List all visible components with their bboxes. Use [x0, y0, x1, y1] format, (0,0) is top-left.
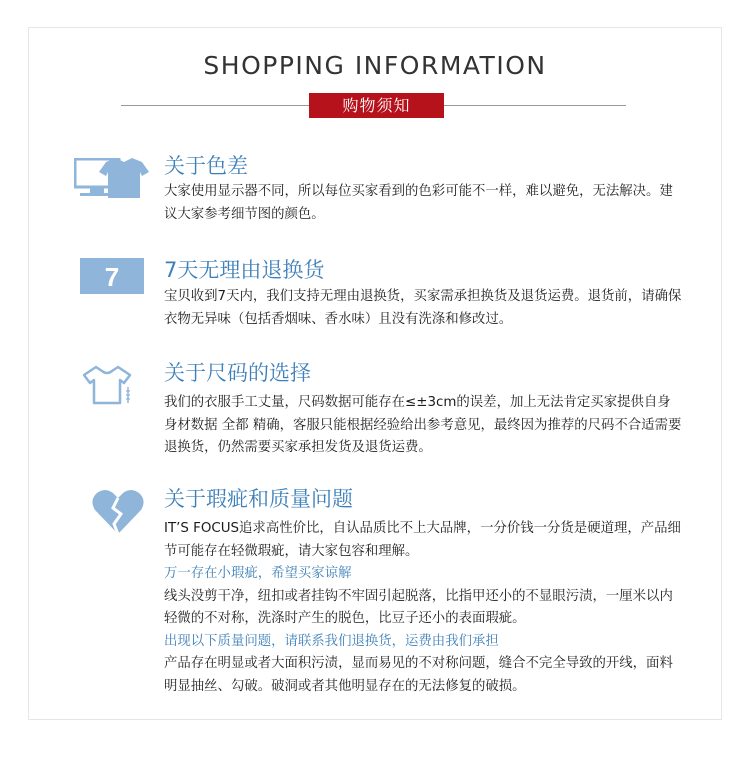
- section-paragraph: 产品存在明显或者大面积污渍，显而易见的不对称问题，缝合不完全导致的开线，面料明显抽丝、勾破。破洞或者其他明显存在的无法修复的破损。: [164, 656, 673, 694]
- section-body: [164, 518, 684, 698]
- section-subheading: 万一存在小瑕疵，希望买家谅解: [164, 566, 352, 581]
- section-title: 7天无理由退换货: [164, 258, 325, 282]
- section-paragraph: 线头没剪干净，纽扣或者挂钩不牢固引起脱落，比指甲还小的不显眼污渍，一厘米以内轻微的不对称，洗涤时产生的脱色，比豆子还小的表面瑕疵。: [164, 588, 673, 626]
- tshirt-size-icon: [82, 365, 132, 409]
- monitor-shirt-icon: [74, 158, 150, 206]
- section-body: [164, 181, 684, 226]
- section-title: 关于色差: [164, 154, 248, 178]
- title-divider-left: [121, 105, 309, 106]
- section-title: 关于尺码的选择: [164, 361, 311, 385]
- section-paragraph: IT’S FOCUS追求高性价比，自认品质比不上大品牌，一分价钱一分货是硬道理，产品细节可能存在轻微瑕疵，请大家包容和理解。: [164, 521, 681, 559]
- section-subheading: 出现以下质量问题，请联系我们退换货，运费由我们承担: [164, 633, 499, 649]
- page-title: SHOPPING INFORMATION: [203, 51, 547, 80]
- section-paragraph: 大家使用显示器不同，所以每位买家看到的色彩可能不一样，难以避免，无法解决。建议大家参考细节图的颜色。: [164, 184, 673, 222]
- section-body: [164, 392, 684, 460]
- seven-days-icon-label: 7: [104, 262, 120, 292]
- shopping-notice-badge: 购物须知: [309, 93, 444, 118]
- title-divider-right: [444, 105, 626, 106]
- broken-heart-icon: [91, 488, 145, 540]
- section-title: 关于瑕疵和质量问题: [164, 487, 353, 511]
- section-body: [164, 286, 684, 331]
- section-paragraph: 宝贝收到7天内，我们支持无理由退换货，买家需承担换货及退货运费。退货前，请确保衣物无异味（包括香烟味、香水味）且没有洗涤和修改过。: [164, 289, 682, 327]
- seven-days-icon: [80, 258, 144, 298]
- section-paragraph: 我们的衣服手工丈量，尺码数据可能存在≤±3cm的误差，加上无法肯定买家提供自身身材数据 全都 精确，客服只能根据经验给出参考意见，最终因为推荐的尺码不合适需要退换货，仍然需要买家承担发货及退货运费。: [164, 395, 682, 455]
